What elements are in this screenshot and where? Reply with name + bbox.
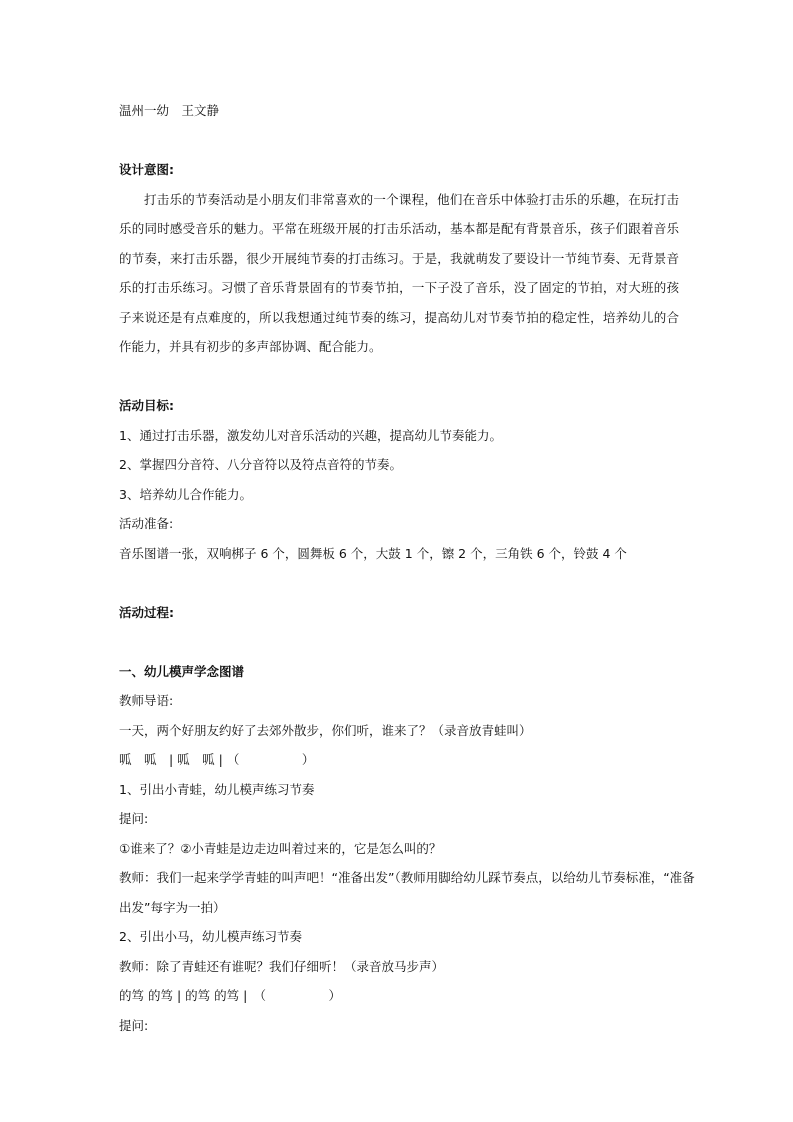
goal-item-2: 2、掌握四分音符、八分音符以及符点音符的节奏。 (119, 457, 402, 472)
process-line-1: 教师导语: (119, 693, 174, 708)
process-line-5: 提问: (119, 811, 149, 826)
process-heading: 活动过程: (119, 604, 174, 620)
rhythm-frog: 呱 呱 | 呱 呱 | （ ） (119, 752, 315, 767)
process-line-6: ①谁来了？②小青蛙是边走边叫着过来的，它是怎么叫的？ (119, 840, 442, 856)
prep-text: 音乐图谱一张，双响梆子 6 个，圆舞板 6 个，大鼓 1 个，镲 2 个，三角铁 6 个，铃鼓 4 个 (119, 545, 627, 561)
goal-item-3: 3、培养幼儿合作能力。 (119, 486, 252, 502)
goal-item-1: 1、通过打击乐器，激发幼儿对音乐活动的兴趣，提高幼儿节奏能力。 (119, 427, 502, 443)
process-line-8: 出发”每字为一拍） (119, 899, 226, 915)
process-line-9: 2、引出小马，幼儿模声练习节奏 (119, 929, 302, 944)
prep-label: 活动准备: (119, 516, 174, 531)
process-line-7: 教师：我们一起来学学青蛙的叫声吧！“准备出发”（教师用脚给幼儿踩节奏点，以给幼儿节奏标准，“准备 (119, 870, 695, 885)
goals-heading: 活动目标: (119, 398, 174, 413)
section1-title: 一、幼儿模声学念图谱 (119, 663, 245, 679)
document-body (119, 96, 695, 1040)
design-heading: 设计意图: (119, 162, 174, 177)
process-line-10: 教师：除了青蛙还有谁呢？我们仔细听！（录音放马步声） (119, 958, 445, 974)
process-line-4: 1、引出小青蛙，幼儿模声练习节奏 (119, 781, 315, 797)
author-line: 温州一幼 王文静 (119, 103, 220, 118)
rhythm-horse: 的笃 的笃 | 的笃 的笃 | （ ） (119, 988, 342, 1003)
design-paragraph: 打击乐的节奏活动是小朋友们非常喜欢的一个课程，他们在音乐中体验打击乐的乐趣，在玩打击乐的同时感受音乐的魅力。平常在班级开展的打击乐活动，基本都是配有背景音乐，孩子们跟着音乐的节奏，来打击乐器，很少开展纯节奏的打击练习。于是，我就萌发了要设计一节纯节奏、无背景音乐的打击乐练习。习惯了音乐背景固有的节奏节拍，一下子没了音乐，没了固定的节拍，对大班的孩子来说还是有点难度的，所以我想通过纯节奏的练习，提高幼儿对节奏节拍的稳定性，培养幼儿的合作能力，并具有初步的多声部协调、配合能力。 (119, 191, 679, 354)
process-line-2: 一天，两个好朋友约好了去郊外散步，你们听，谁来了？（录音放青蛙叫） (119, 722, 532, 738)
process-line-12: 提问: (119, 1017, 149, 1033)
